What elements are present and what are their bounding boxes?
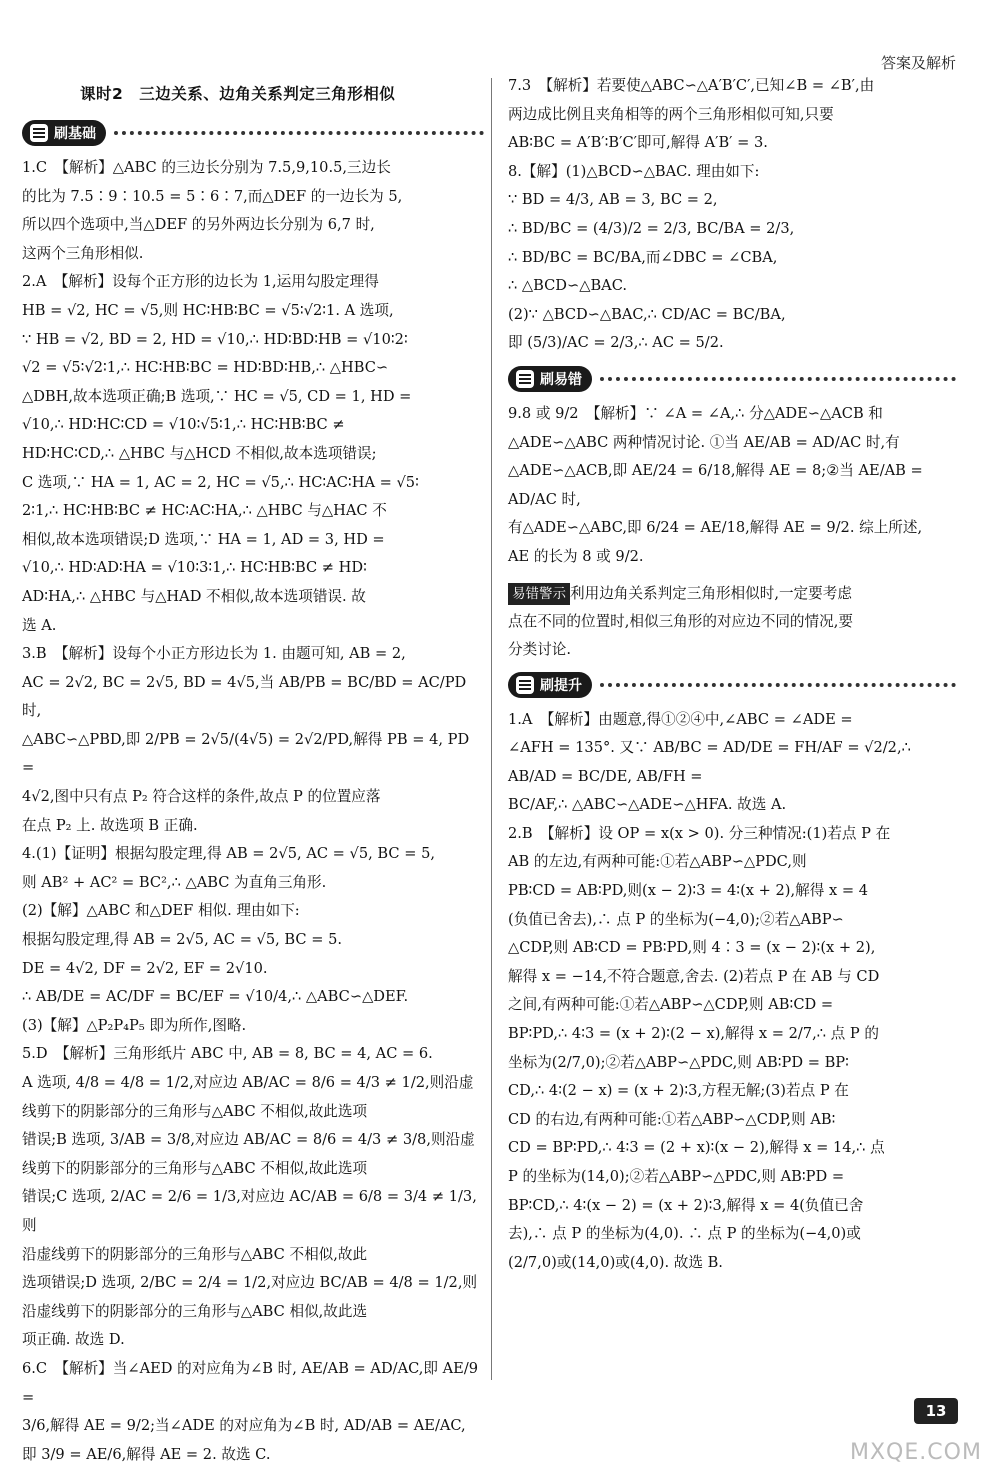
answer-line: √10,∴ HD∶HC∶CD = √10∶√5∶1,∴ HC∶HB∶BC ≠ — [22, 416, 345, 434]
answer-line: CD 的右边,有两种可能:①若△ABP∽△CDP,则 AB∶ — [508, 1110, 836, 1128]
answer-line: (3)【解】△P₂P₄P₅ 即为所作,图略. — [22, 1016, 247, 1034]
answer-line: CD = BP∶PD,∴ 4∶3 = (2 + x)∶(x − 2),解得 x = 14,∴ 点 — [508, 1139, 885, 1157]
left-column — [22, 72, 484, 1469]
section-label: 刷基础 — [54, 126, 96, 142]
answer-line: 4.(1)【证明】根据勾股定理,得 AB = 2√5, AC = √5, BC = 5, — [22, 845, 435, 863]
answer-line: 选 A. — [22, 616, 57, 634]
answer-line: 去),∴ 点 P 的坐标为(4,0). ∴ 点 P 的坐标为(−4,0)或 — [508, 1225, 861, 1243]
answer-line: △DBH,故本选项正确;B 选项,∵ HC = √5, CD = 1, HD = — [22, 387, 412, 405]
answer-line: AB∶BC = A′B′∶B′C′即可,解得 A′B′ = 3. — [508, 134, 768, 152]
warning-badge: 易错警示 — [508, 583, 570, 605]
answer-line: 相似,故本选项错误;D 选项,∵ HA = 1, AD = 3, HD = — [22, 530, 385, 548]
answer-line: △ADE∽△ACB,即 AE/24 = 6/18,解得 AE = 8;②当 AE/AB = AD/AC 时, — [508, 462, 923, 508]
answer-line: 2∶1,∴ HC∶HB∶BC ≠ HC∶AC∶HA,∴ △HBC 与△HAC 不 — [22, 502, 387, 520]
answer-line: AC = 2√2, BC = 2√5, BD = 4√5,当 AB/PB = BC/BD = AC/PD 时, — [22, 673, 467, 720]
answer-line: 8.【解】(1)△BCD∽△BAC. 理由如下: — [508, 162, 760, 180]
answer-line: P 的坐标为(14,0);②若△ABP∽△PDC,则 AB∶PD = — [508, 1168, 845, 1185]
running-header: 答案及解析 — [880, 54, 956, 72]
answer-line: ∴ AB/DE = AC/DF = BC/EF = √10/4,∴ △ABC∽△DEF. — [22, 988, 409, 1006]
left-answers — [22, 154, 484, 1469]
answer-block — [22, 154, 484, 268]
answer-block — [508, 400, 956, 572]
answer-line: 2.A 【解析】设每个正方形的边长为 1,运用勾股定理得 — [22, 273, 379, 291]
answer-line: ∴ BD/BC = (4/3)/2 = 2/3, BC/BA = 2/3, — [508, 219, 795, 237]
answer-line: △ABC∽△PBD,即 2/PB = 2√5/(4√5) = 2√2/PD,解得 PB = 4, PD = — [22, 730, 470, 777]
dotted-rule — [600, 683, 956, 687]
answer-line: 两边成比例且夹角相等的两个三角形相似可知,只要 — [508, 105, 834, 123]
column-divider — [491, 78, 492, 1380]
answer-line: ∴ BD/BC = BC/BA,而∠DBC = ∠CBA, — [508, 248, 778, 266]
answer-line: √2 = √5∶√2∶1,∴ HC∶HB∶BC = HD∶BD∶HB,∴ △HBC∽ — [22, 359, 389, 377]
answer-line: (2)∵ △BCD∽△BAC,∴ CD/AC = BC/BA, — [508, 305, 786, 323]
answer-line: △ADE∽△ABC 两种情况讨论. ①当 AE/AB = AD/AC 时,有 — [508, 433, 900, 451]
answer-block — [508, 72, 956, 158]
answer-block — [22, 1040, 484, 1355]
answer-line: 3.B 【解析】设每个小正方形边长为 1. 由题可知, AB = 2, — [22, 645, 406, 663]
answer-line: BP∶CD,∴ 4∶(x − 2) = (x + 2)∶3,解得 x = 4(负值已舍 — [508, 1196, 864, 1214]
answer-line: (2/7,0)或(14,0)或(4,0). 故选 B. — [508, 1253, 723, 1271]
warning-note — [508, 580, 956, 664]
answer-line: 4√2,图中只有点 P₂ 符合这样的条件,故点 P 的位置应落 — [22, 788, 381, 806]
page-number: 13 — [914, 1398, 958, 1424]
answer-line: ∠AFH = 135°. 又∵ AB/BC = AD/DE = FH/AF = √2/2,∴ AB/AD = BC/DE, AB/FH = — [508, 739, 911, 785]
answer-line: 的比为 7.5∶9∶10.5 = 5∶6∶7,而△DEF 的一边长为 5, — [22, 187, 403, 205]
watermark: MXQE.COM — [850, 1440, 982, 1465]
answer-line: AB 的左边,有两种可能:①若△ABP∽△PDC,则 — [508, 853, 807, 871]
answer-line: (负值已舍去),∴ 点 P 的坐标为(−4,0);②若△ABP∽ — [508, 910, 844, 928]
answer-line: 3/6,解得 AE = 9/2;当∠ADE 的对应角为∠B 时, AD/AB = AE/AC, — [22, 1417, 466, 1435]
section-badge — [508, 366, 592, 392]
section-banner-mistake — [508, 364, 956, 394]
answer-line: ∵ BD = 4/3, AB = 3, BC = 2, — [508, 191, 718, 209]
answer-line: 9.8 或 9/2 【解析】∵ ∠A = ∠A,∴ 分△ADE∽△ACB 和 — [508, 404, 883, 422]
answer-line: ∴ △BCD∽△BAC. — [508, 277, 628, 295]
answer-line: 5.D 【解析】三角形纸片 ABC 中, AB = 8, BC = 4, AC = 6. — [22, 1045, 433, 1063]
section-banner-advance — [508, 670, 956, 700]
fist-icon — [516, 370, 534, 388]
dotted-rule — [114, 131, 484, 135]
fist-icon — [516, 676, 534, 694]
section-label: 刷提升 — [540, 677, 582, 694]
section-badge — [508, 672, 592, 698]
answer-line: 沿虚线剪下的阴影部分的三角形与△ABC 相似,故此选 — [22, 1302, 368, 1320]
answer-line: DE = 4√2, DF = 2√2, EF = 2√10. — [22, 959, 268, 977]
answer-line: A 选项, 4/8 = 4/8 = 1/2,对应边 AB/AC = 8/6 = 4/3 ≠ 1/2,则沿虚 — [22, 1074, 474, 1091]
answer-line: HB = √2, HC = √5,则 HC∶HB∶BC = √5∶√2∶1. A 选项, — [22, 301, 394, 319]
answer-line: 错误;B 选项, 3/AB = 3/8,对应边 AB/AC = 8/6 = 4/3 ≠ 3/8,则沿虚 — [22, 1131, 475, 1149]
answer-line: 7.3 【解析】若要使△ABC∽△A′B′C′,已知∠B = ∠B′,由 — [508, 77, 875, 94]
answer-line: HD∶HC∶CD,∴ △HBC 与△HCD 不相似,故本选项错误; — [22, 444, 377, 462]
answer-line: 有△ADE∽△ABC,即 6/24 = AE/18,解得 AE = 9/2. 综上所述, — [508, 519, 923, 537]
answer-line: 6.C 【解析】当∠AED 的对应角为∠B 时, AE/AB = AD/AC,即 AE/9 = — [22, 1359, 479, 1406]
answer-block — [22, 840, 484, 1040]
answer-line: △CDP,则 AB∶CD = PB∶PD,则 4∶3 = (x − 2)∶(x + 2), — [508, 939, 876, 957]
answer-block — [508, 706, 956, 820]
answer-line: 1.C 【解析】△ABC 的三边长分别为 7.5,9,10.5,三边长 — [22, 159, 391, 176]
answer-line: 项正确. 故选 D. — [22, 1331, 125, 1349]
warning-line: 分类讨论. — [508, 640, 572, 658]
section-badge — [22, 120, 106, 146]
answer-block — [508, 820, 956, 1278]
answer-line: AD∶HA,∴ △HBC 与△HAD 不相似,故本选项错误. 故 — [22, 587, 366, 605]
answer-line: 1.A 【解析】由题意,得①②④中,∠ABC = ∠ADE = — [508, 710, 853, 728]
answer-line: ∵ HB = √2, BD = 2, HD = √10,∴ HD∶BD∶HB = √10∶2∶ — [22, 330, 408, 348]
answer-line: AE 的长为 8 或 9/2. — [508, 547, 644, 565]
right-mid-answers — [508, 400, 956, 572]
answer-line: 则 AB² + AC² = BC²,∴ △ABC 为直角三角形. — [22, 873, 327, 891]
lesson-title: 课时2 三边关系、边角关系判定三角形相似 — [80, 85, 396, 103]
answer-line: √10,∴ HD∶AD∶HA = √10∶3∶1,∴ HC∶HB∶BC ≠ HD∶ — [22, 559, 367, 577]
right-bottom-answers — [508, 706, 956, 1278]
answer-line: 错误;C 选项, 2/AC = 2/6 = 1/3,对应边 AC/AB = 6/8 = 3/4 ≠ 1/3,则 — [22, 1188, 477, 1234]
answer-line: 2.B 【解析】设 OP = x(x > 0). 分三种情况:(1)若点 P 在 — [508, 824, 891, 842]
answer-line: 坐标为(2/7,0);②若△ABP∽△PDC,则 AB∶PD = BP∶ — [508, 1053, 849, 1071]
answer-line: 这两个三角形相似. — [22, 244, 144, 262]
warning-line: 点在不同的位置时,相似三角形的对应边不同的情况,要 — [508, 612, 853, 630]
answer-line: 在点 P₂ 上. 故选项 B 正确. — [22, 816, 198, 834]
section-banner-basic — [22, 118, 484, 148]
answer-block — [22, 1355, 484, 1469]
right-top-answers — [508, 72, 956, 358]
answer-line: 即 3/9 = AE/6,解得 AE = 2. 故选 C. — [22, 1445, 271, 1463]
dotted-rule — [600, 377, 956, 381]
answer-line: BC/AF,∴ △ABC∽△ADE∽△HFA. 故选 A. — [508, 796, 787, 814]
answer-block — [508, 158, 956, 358]
fist-icon — [30, 124, 48, 142]
answer-line: C 选项,∵ HA = 1, AC = 2, HC = √5,∴ HC∶AC∶HA = √5∶ — [22, 473, 419, 491]
answer-line: BP∶PD,∴ 4∶3 = (x + 2)∶(2 − x),解得 x = 2/7,∴ 点 P 的 — [508, 1025, 879, 1043]
answer-line: 沿虚线剪下的阴影部分的三角形与△ABC 不相似,故此 — [22, 1245, 368, 1263]
answer-line: 所以四个选项中,当△DEF 的另外两边长分别为 6,7 时, — [22, 216, 375, 234]
answer-line: 选项错误;D 选项, 2/BC = 2/4 = 1/2,对应边 BC/AB = 4/8 = 1/2,则 — [22, 1274, 478, 1292]
answer-block — [22, 268, 484, 640]
answer-line: 线剪下的阴影部分的三角形与△ABC 不相似,故此选项 — [22, 1102, 368, 1120]
answer-line: 根据勾股定理,得 AB = 2√5, AC = √5, BC = 5. — [22, 931, 343, 949]
section-label: 刷易错 — [540, 371, 582, 388]
answer-line: (2)【解】△ABC 和△DEF 相似. 理由如下: — [22, 902, 300, 920]
answer-line: 之间,有两种可能:①若△ABP∽△CDP,则 AB∶CD = — [508, 996, 834, 1014]
answer-line: PB∶CD = AB∶PD,则(x − 2)∶3 = 4∶(x + 2),解得 x = 4 — [508, 882, 868, 900]
warning-line: 利用边角关系判定三角形相似时,一定要考虑 — [570, 584, 852, 602]
answer-line: 即 (5/3)/AC = 2/3,∴ AC = 5/2. — [508, 334, 724, 352]
answer-line: CD,∴ 4∶(2 − x) = (x + 2)∶3,方程无解;(3)若点 P 在 — [508, 1082, 849, 1100]
answer-line: 线剪下的阴影部分的三角形与△ABC 不相似,故此选项 — [22, 1159, 368, 1177]
answer-block — [22, 640, 484, 840]
right-column — [508, 72, 956, 1277]
answer-line: 解得 x = −14,不符合题意,舍去. (2)若点 P 在 AB 与 CD — [508, 967, 880, 985]
